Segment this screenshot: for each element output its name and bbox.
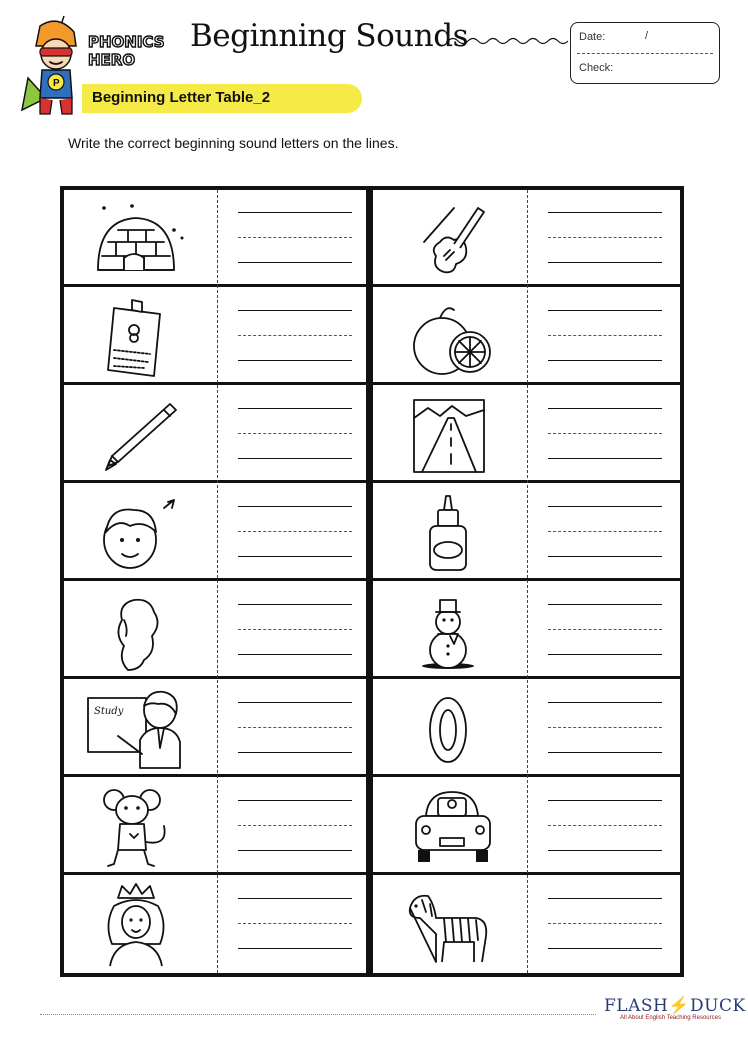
date-check-box [570, 22, 720, 84]
teacher-icon [84, 688, 188, 770]
flashduck-logo [604, 996, 746, 1016]
picture-pencil [64, 386, 220, 482]
picture-glue [374, 484, 530, 580]
footer-dotted-line [40, 1014, 596, 1015]
writing-lines[interactable] [548, 298, 662, 368]
ghost-icon [84, 590, 188, 672]
picture-snowman [374, 582, 530, 678]
page-title: Beginning Sounds [190, 18, 468, 54]
picture-calendar [64, 288, 220, 384]
picture-igloo [64, 190, 220, 286]
snowman-icon [394, 590, 498, 672]
writing-lines[interactable] [548, 788, 662, 858]
head-icon [84, 492, 188, 574]
brand-right: DUCK [690, 996, 746, 1016]
picture-head [64, 484, 220, 580]
picture-teacher [64, 680, 220, 776]
picture-taxi [374, 778, 530, 874]
date-divider [577, 53, 713, 54]
road-icon [394, 394, 498, 476]
logo-line2: HERO [88, 51, 136, 69]
writing-lines[interactable] [548, 396, 662, 466]
date-label: Date: [579, 31, 606, 43]
svg-text:P: P [53, 78, 60, 89]
orange-icon [394, 296, 498, 378]
picture-zero [374, 680, 530, 776]
picture-road [374, 386, 530, 482]
picture-zebra [374, 876, 530, 972]
igloo-icon [84, 198, 188, 280]
lightning-icon: ⚡ [668, 996, 691, 1016]
calendar-icon [84, 296, 188, 378]
glue-icon [394, 492, 498, 574]
writing-lines[interactable] [238, 592, 352, 662]
instruction-text: Write the correct beginning sound letters on the lines. [68, 135, 399, 151]
brand-left: FLASH [604, 996, 669, 1016]
picture-violin [374, 190, 530, 286]
check-label: Check: [579, 62, 614, 74]
writing-lines[interactable] [548, 200, 662, 270]
mouse-icon [84, 786, 188, 868]
writing-lines[interactable] [238, 886, 352, 956]
pencil-icon [84, 394, 188, 476]
writing-lines[interactable] [548, 886, 662, 956]
logo-line1: PHONICS [88, 33, 165, 51]
writing-lines[interactable] [238, 298, 352, 368]
violin-icon [394, 198, 498, 280]
zebra-icon [394, 884, 498, 966]
mascot-illustration [18, 18, 88, 118]
writing-lines[interactable] [238, 788, 352, 858]
board-text: Study [94, 706, 124, 717]
brand-tagline: All About English Teaching Resources [620, 1015, 721, 1021]
picture-queen [64, 876, 220, 972]
taxi-icon [394, 786, 498, 868]
writing-lines[interactable] [238, 494, 352, 564]
writing-lines[interactable] [548, 690, 662, 760]
table-center-divider [366, 186, 373, 977]
phonics-hero-logo [86, 30, 184, 70]
writing-lines[interactable] [238, 200, 352, 270]
writing-lines[interactable] [238, 690, 352, 760]
worksheet-subtitle: Beginning Letter Table_2 [92, 89, 271, 106]
picture-mouse [64, 778, 220, 874]
queen-icon [84, 884, 188, 966]
picture-orange [374, 288, 530, 384]
decorative-wave [448, 34, 572, 48]
writing-lines[interactable] [548, 494, 662, 564]
writing-lines[interactable] [548, 592, 662, 662]
writing-lines[interactable] [238, 396, 352, 466]
picture-ghost [64, 582, 220, 678]
zero-icon [394, 688, 498, 770]
date-slash: / [645, 30, 649, 42]
